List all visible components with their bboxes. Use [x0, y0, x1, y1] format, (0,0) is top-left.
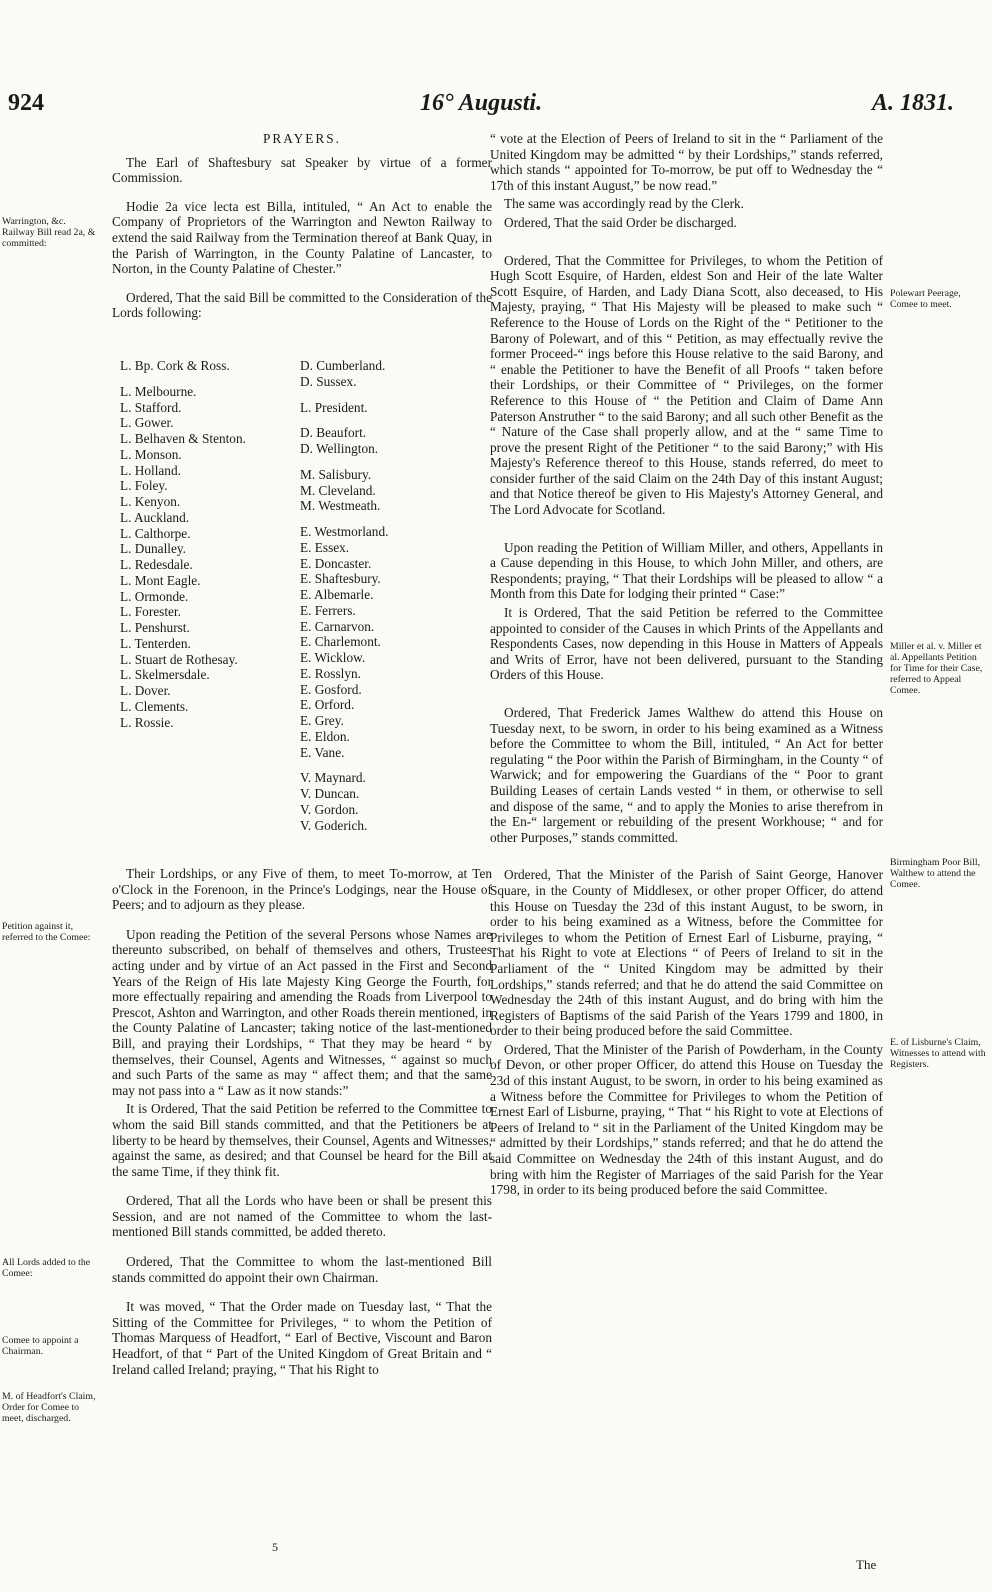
margin-note-polewart: Polewart Peerage, Comee to meet.	[890, 288, 961, 310]
lord-name: L. Holland.	[120, 462, 181, 478]
lord-name: L. Dunalley.	[120, 541, 186, 557]
lord-name: E. Wicklow.	[300, 650, 366, 665]
right-column	[490, 131, 883, 1198]
lord-name: E. Albemarle.	[300, 587, 374, 602]
lord-name: L. Forester.	[120, 604, 181, 620]
margin-note-miller: Miller et al. v. Miller et al. Appellants Petition for Time for their Case, referred to Appeal Comee.	[890, 641, 983, 696]
margin-note-lisburne: E. of Lisburne's Claim, Witnesses to attend with Registers.	[890, 1037, 986, 1070]
lord-name	[300, 415, 490, 425]
margin-note-petition: Petition against it, referred to the Comee:	[2, 921, 91, 943]
lord-name: D. Beaufort.	[300, 425, 367, 441]
margin-note-warrington: Warrington, &c. Railway Bill read 2a, & committed:	[2, 216, 96, 249]
lord-name	[300, 514, 490, 524]
headfort-moved-para: It was moved, “ That the Order made on Tuesday last, “ That the Sitting of the Committee for Privileges, “ to whom the Petition of Thomas Marquess of Headfort, “ Earl of Bective, Viscount and Baron Headfort, of that “ Part of the United Kingdom of Great Britain and “ Ireland called Ireland; praying, “ That his Right to	[112, 1299, 492, 1377]
lord-name: M. Cleveland.	[300, 482, 376, 498]
road-trustees-petition-para: Upon reading the Petition of the several Persons whose Names are thereunto subscribed, on behalf of themselves and others, Trustees acting under and by virtue of an Act passed in the First and Second Years of the Reign of His late Majesty King George the Fourth, for more effectually repairing and amending the Roads from Liverpool to Prescot, Ashton and Warrington, and other Roads therein mentioned, in the County Palatine of Lancaster; taking notice of the last-mentioned Bill, and praying their Lordships, “ That they may be heard “ by themselves, their Counsel, Agents and Witnesses, “ against so much and such Parts of the same as may “ affect them; and that the same may not pass into a “ Law as it now stands:”	[112, 926, 492, 1098]
signature-mark: 5	[272, 1540, 278, 1554]
lord-name: E. Orford.	[300, 697, 355, 713]
lord-name: L. Tenterden.	[120, 635, 191, 651]
lord-name: M. Salisbury.	[300, 466, 372, 482]
lord-name: L. Bp. Cork & Ross.	[120, 358, 230, 373]
lord-name: L. Mont Eagle.	[120, 572, 201, 588]
lord-name: E. Westmorland.	[300, 524, 389, 539]
lord-name: E. Shaftesbury.	[300, 571, 381, 587]
lord-name: D. Sussex.	[300, 373, 357, 389]
lord-name	[300, 390, 490, 400]
polewart-para: Ordered, That the Committee for Privileges, to whom the Petition of Hugh Scott Esquire, of Harden, eldest Son and Heir of the late Walter Scott Esquire, of Harden, and Lady Diana Scott, also deceased, to His Majesty, praying, “ That His Majesty will be pleased to make such “ Reference to the House of Lords on the Right of the “ Petitioner to the Barony of Polewart, and of this “ Petition, as may effectually revive the former Proceed-“ ings before this House relative to the said Barony, and “ enable the Petitioner to have the Benefit of all Proofs “ taken before their Lordships, or their Committee of “ Privileges, on the former Reference to this House of “ the Petition and Claim of Dame Ann Paterson Anstruther “ to the said Barony; and all such other Benefit as the “ Nature of the Case shall properly allow, and at the “ same Time to prove the present Right of the Petitioner “ to the said Barony;” with His Majesty's Reference thereof to this House, stands referred, do meet to consider further of the said Claim on the 24th Day of this instant August; and that Notice thereof be given to His Majesty's Attorney General, and The Lord Advocate for Scotland.	[490, 252, 883, 518]
lords-list-a	[120, 358, 290, 730]
petition-referred-para: It is Ordered, That the said Petition be referred to the Committee to whom the said Bill stands committed, and that the Petitioners be at liberty to be heard by themselves, their Counsel, Agents and Witnesses, against the same, as desired; and that Counsel be heard for the Bill at the same Time, if they think fit.	[112, 1101, 492, 1179]
all-lords-para: Ordered, That all the Lords who have been or shall be present this Session, and are not named of the Committee to whom the last-mentioned Bill stands committed, be added thereto.	[112, 1193, 492, 1240]
committed-para: Ordered, That the said Bill be committed to the Consideration of the Lords following:	[112, 289, 492, 321]
lord-name: L. Stafford.	[120, 399, 182, 415]
lord-name: E. Ferrers.	[300, 602, 356, 618]
lord-name: E. Essex.	[300, 539, 350, 555]
lord-name: L. Ormonde.	[120, 588, 189, 604]
lord-name: L. Dover.	[120, 683, 171, 698]
lord-name: L. Foley.	[120, 478, 168, 494]
lord-name: L. Calthorpe.	[120, 525, 191, 541]
page-number: 924	[8, 90, 44, 116]
speaker-para: The Earl of Shaftesbury sat Speaker by virtue of a former Commission.	[112, 154, 492, 186]
page-date: 16° Augusti.	[420, 90, 543, 116]
powderham-para: Ordered, That the Minister of the Parish of Powderham, in the County of Devon, or other proper Officer, do attend this House on Tuesday the 23d of this instant August, to be sworn, in order to his being examined as a Witness before the Committee for Privileges to whom the Petition of Ernest Earl of Lisburne, praying, “ That “ his Right to vote at Elections of Peers of Ireland to “ sit in the Parliament of the United Kingdom may be “ admitted by their Lordships,” stands referred; and that he do attend the said Committee on Wednesday the 24th of this instant August, and do bring with him the Register of Marriages of the said Parish for the Year 1798, in order to its being produced before the said Committee.	[490, 1041, 883, 1198]
lord-name: V. Gordon.	[300, 801, 359, 817]
lord-name: L. Skelmersdale.	[120, 667, 210, 683]
lord-name: L. Rossie.	[120, 714, 174, 730]
lord-name: L. Redesdale.	[120, 557, 193, 572]
lord-name: L. Melbourne.	[120, 383, 197, 399]
lord-name: L. Belhaven & Stenton.	[120, 431, 246, 446]
lord-name: D. Wellington.	[300, 441, 379, 456]
lord-name	[120, 374, 290, 384]
lord-name: L. Penshurst.	[120, 620, 190, 635]
lord-name: L. Kenyon.	[120, 494, 181, 509]
lord-name: L. Clements.	[120, 698, 189, 714]
lord-name: E. Gosford.	[300, 681, 362, 697]
lord-name	[300, 457, 490, 467]
lord-name: E. Charlemont.	[300, 634, 381, 650]
margin-note-all-lords: All Lords added to the Comee:	[2, 1257, 91, 1279]
lord-name: L. President.	[300, 399, 368, 415]
lord-name: E. Doncaster.	[300, 555, 372, 571]
lord-name: L. Gower.	[120, 415, 174, 431]
margin-note-birmingham: Birmingham Poor Bill, Walthew to attend the Comee.	[890, 857, 981, 890]
lords-list-b	[300, 358, 490, 833]
lord-name: E. Vane.	[300, 744, 345, 760]
read-by-clerk-para: The same was accordingly read by the Clerk.	[504, 196, 744, 212]
lord-name: L. Auckland.	[120, 509, 190, 525]
miller-order-para: It is Ordered, That the said Petition be referred to the Committee appointed to consider of the Causes in which Prints of the Appellants and Respondents Cases, now depending in this House in Matters of Appeals and Writs of Error, have not been delivered, pursuant to the Standing Orders of this House.	[490, 605, 883, 683]
lord-name: L. Monson.	[120, 446, 182, 462]
lord-name	[300, 760, 490, 770]
headfort-continued-para: “ vote at the Election of Peers of Ireland to sit in the “ Parliament of the United Kingdom may be admitted “ by their Lordships,” stands referred, which stands “ appointed for To-morrow, be put off to Wednesday the “ 17th of this instant August,” be now read.”	[490, 131, 883, 193]
lord-name: V. Maynard.	[300, 770, 366, 786]
lord-name: E. Carnarvon.	[300, 618, 375, 634]
st-george-para: Ordered, That the Minister of the Parish of Saint George, Hanover Square, in the County of Middlesex, or other proper Officer, do attend this House on Tuesday the 23d of this instant August, to be sworn, in order to his being examined as a Witness, before the Committee for Privileges to whom the Petition of Ernest Earl of Lisburne, praying, “ That his Right to vote at Elections “ of Peers of Ireland to sit in the Parliament of the “ United Kingdom may be admitted by their Lordships,” stands referred; and that he do attend the said Committee on Wednesday the 24th of this instant August, and do bring with him the Registers of Baptisms of the said Parish of the Years 1799 and 1800, in order to their being produced before the said Committee.	[490, 867, 883, 1039]
meet-para: Their Lordships, or any Five of them, to meet To-morrow, at Ten o'Clock in the Forenoon, in the Prince's Lodgings, near the House of Peers; and to adjourn as they please.	[112, 866, 492, 913]
prayers-heading: PRAYERS.	[263, 131, 341, 146]
walthew-para: Ordered, That Frederick James Walthew do attend this House on Tuesday next, to be sworn, in order to his being examined as a Witness before the Committee to whom the Bill, intituled, “ An Act for better regulating “ the Poor within the Parish of Birmingham, in the County “ of Warwick; and for empowering the Guardians of the “ Poor to grant Building Leases of certain Lands vested “ in them, or otherwise to sell and dispose of the same, “ and to apply the Monies to arise therefrom in the En-“ largement or rebuilding of the present Workhouse; “ and for other Purposes,” stands committed.	[490, 705, 883, 845]
lord-name: E. Rosslyn.	[300, 665, 361, 681]
catchword: The	[856, 1557, 877, 1572]
lord-name: V. Duncan.	[300, 786, 360, 801]
lord-name: E. Eldon.	[300, 728, 350, 744]
order-discharged-para: Ordered, That the said Order be discharged.	[504, 214, 737, 230]
lord-name: D. Cumberland.	[300, 358, 386, 373]
miller-petition-para: Upon reading the Petition of William Miller, and others, Appellants in a Cause depending in this House, to which John Miller, and others, are Respondents; praying, “ That their Lordships will be pleased to allow “ a Month from this Date for lodging their printed “ Case:”	[490, 539, 883, 602]
margin-note-headfort: M. of Headfort's Claim, Order for Comee to meet, discharged.	[2, 1391, 96, 1424]
left-column-lower	[112, 866, 492, 1377]
left-column	[112, 131, 492, 321]
lord-name: L. Stuart de Rothesay.	[120, 651, 238, 667]
margin-note-chairman: Comee to appoint a Chairman.	[2, 1335, 79, 1357]
chairman-para: Ordered, That the Committee to whom the last-mentioned Bill stands committed do appoint their own Chairman.	[112, 1254, 492, 1285]
page-year: A. 1831.	[872, 90, 955, 116]
bill-second-reading-para: Hodie 2a vice lecta est Billa, intituled, “ An Act to enable the Company of Proprietors of the Warrington and Newton Railway to extend the said Railway from the Termination thereof at Bank Quay, in the Parish of Warrington, in the County Palatine of Lancaster, to Norton, in the County Palatine of Chester.”	[112, 198, 492, 277]
lord-name: M. Westmeath.	[300, 498, 381, 514]
lord-name: E. Grey.	[300, 713, 344, 728]
lord-name: V. Goderich.	[300, 817, 368, 833]
